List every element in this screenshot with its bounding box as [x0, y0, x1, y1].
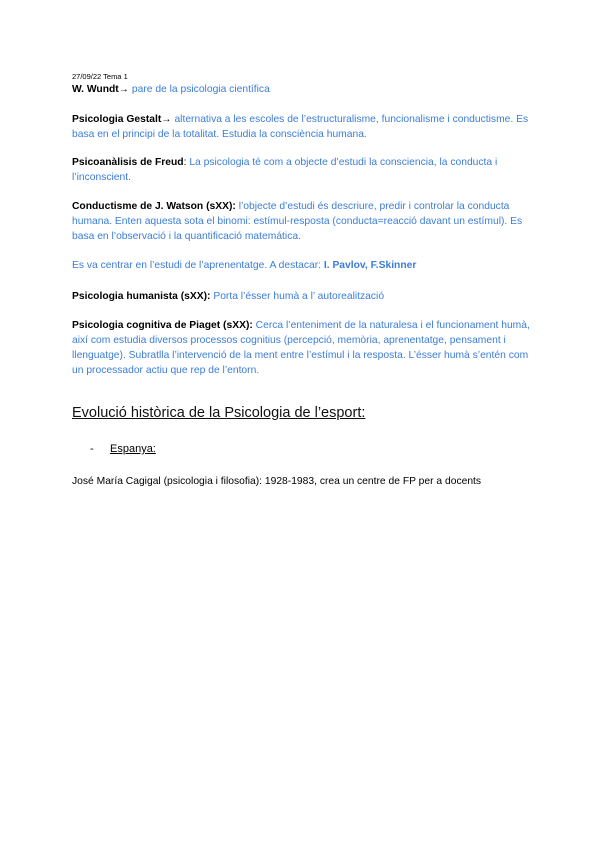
paragraph-piaget	[72, 318, 532, 378]
paragraph-wundt	[72, 82, 532, 97]
text-watson: l’objecte d’estudi és descriure, predir i controlar la conducta humana. Enten aquesta sota el binomi: estímul-resposta (conducta=reacció davant un estímul). Es basa en l’observació i la quantificació matemática.	[72, 201, 523, 242]
separator: :	[183, 157, 187, 168]
term-watson: Conductisme de J. Watson (sXX):	[72, 201, 236, 212]
date-line: 27/09/22 Tema 1	[72, 72, 128, 81]
text-humanista: Porta l’ésser humà a l’ autorealització	[210, 291, 385, 302]
paragraph-freud	[72, 155, 532, 185]
term-gestalt: Psicologia Gestalt	[72, 114, 162, 125]
term-piaget: Psicologia cognitiva de Piaget (sXX):	[72, 320, 253, 331]
bullet-item-espanya	[90, 442, 156, 457]
text-wundt: pare de la psicologia científica	[129, 84, 270, 95]
paragraph-humanista	[72, 289, 532, 304]
term-wundt: W. Wundt	[72, 84, 119, 95]
term-freud: Psicoanàlisis de Freud	[72, 157, 184, 168]
bullet-dash: -	[90, 443, 94, 455]
text-learning: Es va centrar en l’estudi de l’aprenentatge. A destacar:	[72, 260, 324, 271]
paragraph-gestalt	[72, 112, 532, 142]
paragraph-watson	[72, 199, 532, 244]
text-gestalt: alternativa a les escoles de l’estructuralisme, funcionalisme i conductisme. Es basa en el principi de la totalitat. Estudia la consciència humana.	[72, 114, 529, 140]
section-heading: Evolució històrica de la Psicologia de l’esport:	[72, 405, 366, 421]
term-humanista: Psicologia humanista (sXX):	[72, 291, 211, 302]
bullet-label: Espanya:	[110, 443, 156, 455]
text-freud: La psicologia té com a objecte d’estudi la consciencia, la conducta i l’inconscient.	[72, 157, 498, 183]
paragraph-learning	[72, 258, 532, 273]
text-piaget: Cerca l’enteniment de la naturalesa i el funcionament humà, així com estudia diversos processos cognitius (percepció, memòria, aprenentatge, pensament i llenguatge). Subratlla l’intervenció de la ment entre l’estímul i la resposta. L’ésser humà s’entén com un processador actiu que rep de l’entorn.	[72, 320, 530, 376]
names-pavlov-skinner: I. Pavlov, F.Skinner	[323, 260, 417, 271]
arrow: →	[118, 84, 129, 95]
paragraph-cagigal: José María Cagigal (psicologia i filosofia): 1928-1983, crea un centre de FP per a docents	[72, 476, 482, 487]
arrow: →	[161, 114, 172, 125]
